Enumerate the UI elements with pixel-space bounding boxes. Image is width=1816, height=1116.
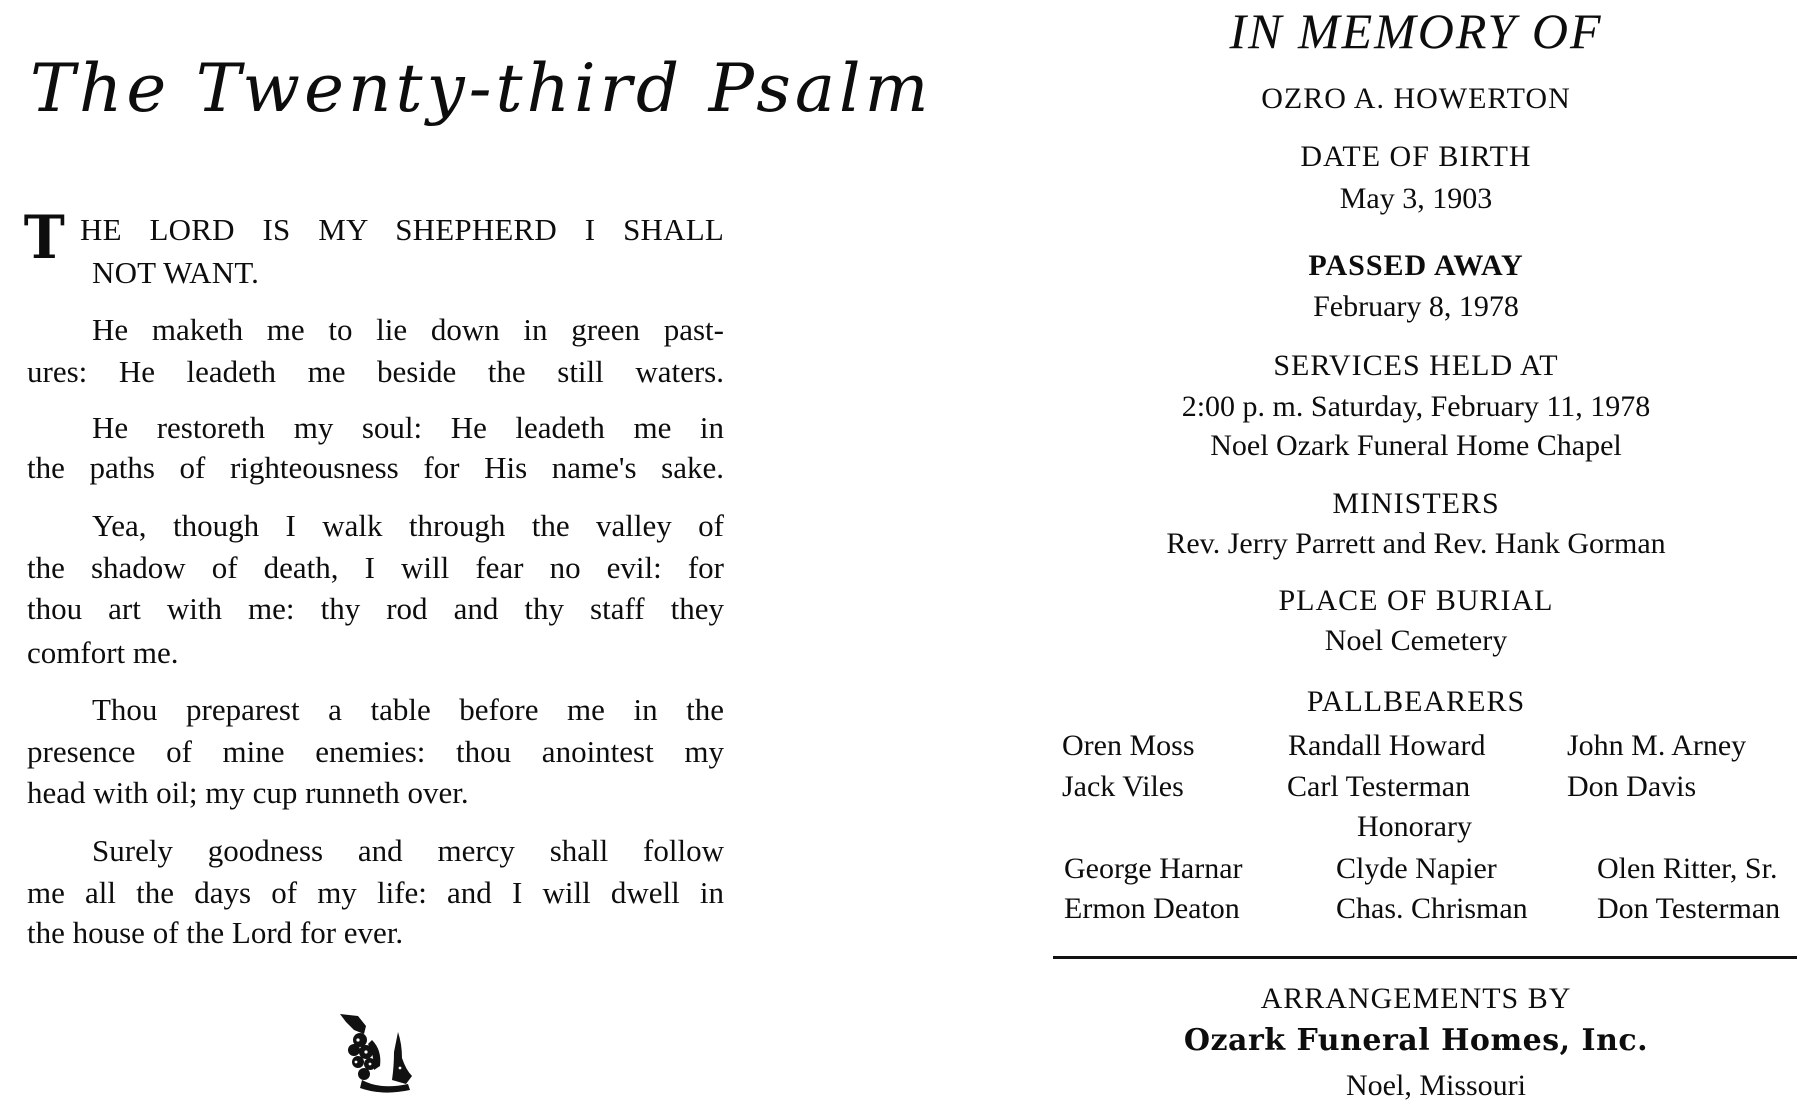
honorary-pallbearer-name: George Harnar: [1064, 852, 1243, 885]
death-date: February 8, 1978: [1313, 290, 1519, 323]
funeral-home-location: Noel, Missouri: [1346, 1069, 1526, 1102]
drop-cap: T: [23, 203, 65, 273]
psalm-line: head with oil; my cup runneth over.: [27, 775, 469, 810]
services-label: SERVICES HELD AT: [1273, 349, 1559, 382]
psalm-line: He maketh me to lie down in green past-: [92, 312, 724, 347]
psalm-line: Yea, though I walk through the valley of: [92, 508, 724, 543]
pallbearer-name: Don Davis: [1567, 770, 1697, 803]
psalm-line: comfort me.: [27, 635, 179, 670]
pallbearer-name: Jack Viles: [1062, 770, 1184, 803]
pallbearer-name: John M. Arney: [1567, 729, 1747, 762]
psalm-title: The Twenty-third Psalm: [30, 50, 933, 127]
ministers-names: Rev. Jerry Parrett and Rev. Hank Gorman: [1166, 527, 1666, 560]
honorary-pallbearer-name: Ermon Deaton: [1064, 892, 1240, 925]
arrangements-label: ARRANGEMENTS BY: [1260, 982, 1572, 1015]
psalm-line: HE LORD IS MY SHEPHERD I SHALL: [80, 212, 724, 247]
psalm-line: the shadow of death, I will fear no evil: for: [27, 550, 724, 585]
pallbearer-name: Carl Testerman: [1287, 770, 1471, 803]
ministers-label: MINISTERS: [1332, 487, 1500, 520]
psalm-line: me all the days of my life: and I will dwell in: [27, 875, 724, 910]
psalm-line: Thou preparest a table before me in the: [92, 692, 724, 727]
pallbearer-name: Randall Howard: [1288, 729, 1486, 762]
honorary-pallbearer-name: Don Testerman: [1597, 892, 1781, 925]
psalm-line: thou art with me: thy rod and thy staff they: [27, 591, 724, 626]
pallbearers-label: PALLBEARERS: [1306, 685, 1526, 718]
honorary-pallbearer-name: Chas. Chrisman: [1336, 892, 1528, 925]
honorary-pallbearer-name: Clyde Napier: [1336, 852, 1497, 885]
memorial-heading: IN MEMORY OF: [1229, 3, 1603, 59]
divider-rule: [1053, 956, 1797, 959]
honorary-label: Honorary: [1357, 810, 1472, 843]
services-place: Noel Ozark Funeral Home Chapel: [1210, 429, 1622, 462]
psalm-line: ures: He leadeth me beside the still waters.: [27, 354, 724, 389]
services-time: 2:00 p. m. Saturday, February 11, 1978: [1181, 390, 1651, 423]
honorary-pallbearer-name: Olen Ritter, Sr.: [1597, 852, 1778, 885]
burial-place: Noel Cemetery: [1324, 624, 1508, 657]
floral-vine-ornament-icon: [336, 1010, 422, 1096]
burial-label: PLACE OF BURIAL: [1278, 584, 1554, 617]
psalm-line: He restoreth my soul: He leadeth me in: [92, 410, 724, 445]
birth-label: DATE OF BIRTH: [1300, 140, 1532, 173]
psalm-line: Surely goodness and mercy shall follow: [92, 833, 724, 868]
psalm-line: NOT WANT.: [92, 255, 260, 290]
deceased-name: OZRO A. HOWERTON: [1261, 82, 1571, 115]
death-label: PASSED AWAY: [1308, 249, 1524, 282]
funeral-home-name: Ozark Funeral Homes, Inc.: [1183, 1023, 1649, 1058]
pallbearer-name: Oren Moss: [1062, 729, 1195, 762]
birth-date: May 3, 1903: [1339, 182, 1493, 215]
psalm-line: the paths of righteousness for His name's sake.: [27, 450, 724, 485]
psalm-line: presence of mine enemies: thou anointest my: [27, 734, 724, 769]
psalm-line: the house of the Lord for ever.: [27, 915, 404, 950]
